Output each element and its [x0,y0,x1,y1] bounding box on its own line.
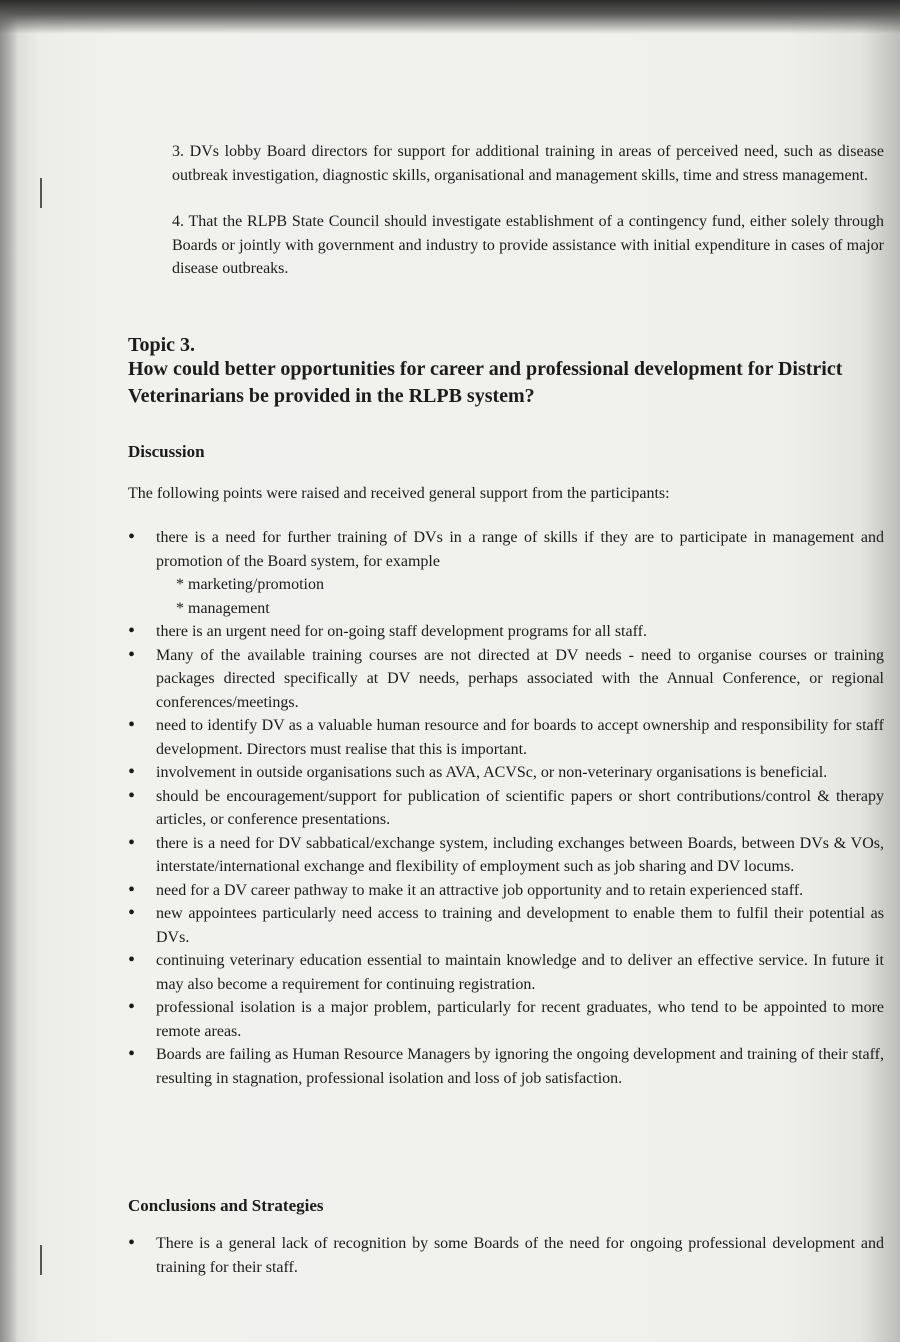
list-item: • need to identify DV as a valuable human resource and for boards to accept ownership and responsibility for staff development. Directors must realise that this is important. [128,714,884,761]
list-item: • new appointees particularly need access to training and development to enable them to fulfil their potential as DVs. [128,902,884,949]
list-item: • there is an urgent need for on-going staff development programs for all staff. [128,620,884,644]
sub-item-marketing: * marketing/promotion [176,576,324,593]
paragraph-3: 3. DVs lobby Board directors for support for additional training in areas of perceived need, such as disease outbreak investigation, diagnostic skills, organisational and management skills, time and stress management. [172,143,884,184]
list-item: • Many of the available training courses are not directed at DV needs - need to organise courses or training packages directed specifically at DV needs, perhaps associated with the Annual Conference, or regional conferences/meetings. [128,644,884,715]
margin-mark [40,1245,42,1275]
list-item: • There is a general lack of recognition by some Boards of the need for ongoing professional development and training for their staff. [128,1232,884,1279]
sub-item-management: * management [176,599,270,617]
discussion-heading: Discussion [128,442,205,461]
list-item: • there is a need for DV sabbatical/exchange system, including exchanges between Boards, between DVs & VOs, interstate/international exchange and flexibility of employment such as job sharing and DV locums. [128,832,884,879]
topic-title: How could better opportunities for career and professional development for District Veterinarians be provided in the RLPB system? [128,358,843,407]
list-item [128,526,884,620]
list-item: • need for a DV career pathway to make it an attractive job opportunity and to retain experienced staff. [128,879,884,903]
list-item: • professional isolation is a major problem, particularly for recent graduates, who tend to be appointed to more remote areas. [128,996,884,1043]
list-item: • Boards are failing as Human Resource Managers by ignoring the ongoing development and training of their staff, resulting in stagnation, professional isolation and loss of job satisfaction. [128,1043,884,1090]
margin-mark [40,178,42,208]
scan-shadow-left [0,0,18,1342]
conclusions-list [128,1232,884,1279]
list-item: • should be encouragement/support for publication of scientific papers or short contributions/control & therapy articles, or conference presentations. [128,785,884,832]
paragraph-4: 4. That the RLPB State Council should investigate establishment of a contingency fund, either solely through Boards or jointly with government and industry to provide assistance with initial expenditure in cases of major disease outbreaks. [172,213,884,277]
list-item-text: there is a need for further training of DVs in a range of skills if they are to participate in management and promotion of the Board system, for example [156,529,884,570]
list-item: • continuing veterinary education essential to maintain knowledge and to deliver an effective service. In future it may also become a requirement for continuing registration. [128,949,884,996]
list-item: • involvement in outside organisations such as AVA, ACVSc, or non-veterinary organisations is beneficial. [128,761,884,785]
discussion-intro: The following points were raised and received general support from the participants: [128,485,670,502]
topic-label: Topic 3. [128,334,196,356]
scan-shadow-top [0,0,900,34]
discussion-list [128,526,884,1090]
conclusions-heading: Conclusions and Strategies [128,1196,324,1215]
